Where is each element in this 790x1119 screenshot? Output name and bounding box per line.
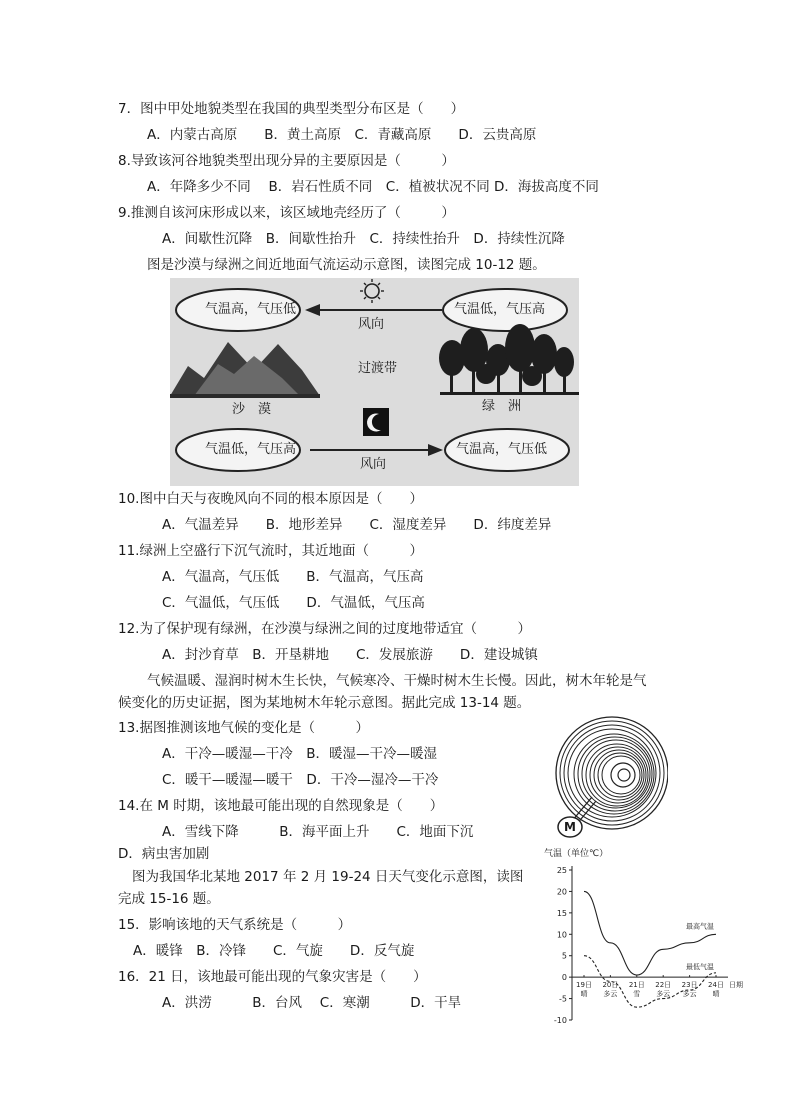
chart-title: 气温（单位℃） (544, 849, 609, 859)
weather-label: 多云 (603, 990, 618, 999)
tree-ring-figure (548, 715, 668, 843)
desert-label: 沙 漠 (232, 402, 272, 417)
y-tick-label: 10 (556, 930, 567, 940)
temperature-chart (542, 848, 748, 1030)
bottom-right-oval-label: 气温高，气压低 (456, 442, 548, 457)
q14-option-d: D．病虫害加剧 (118, 846, 210, 862)
q12-options: A．封沙育草 B．开垦耕地 C．发展旅游 D．建设城镇 (162, 647, 538, 663)
x-tick-label: 23日 (681, 981, 698, 990)
intro-13-14-line2: 候变化的历史证据，图为某地树木年轮示意图。据此完成 13-14 题。 (118, 695, 531, 711)
q13-options-1: A．干冷—暖湿—干冷 B．暖湿—干冷—暖湿 (162, 746, 437, 762)
weather-label: 多云 (656, 990, 671, 999)
y-tick-label: -5 (559, 994, 567, 1004)
x-tick-label: 19日 (576, 981, 592, 990)
wind-label-bottom: 风向 (360, 457, 387, 472)
weather-label: 晴 (712, 990, 720, 999)
q15-stem: 15．影响该地的天气系统是（ ） (118, 917, 352, 933)
top-left-oval-label: 气温高，气压低 (205, 302, 297, 317)
q11-stem: 11.绿洲上空盛行下沉气流时，其近地面（ ） (118, 543, 423, 559)
y-tick-label: 0 (561, 973, 567, 983)
y-tick-label: 20 (556, 887, 567, 897)
weather-label: 雪 (633, 990, 641, 999)
weather-label: 晴 (580, 990, 588, 999)
q10-stem: 10.图中白天与夜晚风向不同的根本原因是（ ） (118, 491, 423, 507)
q16-stem: 16．21 日，该地最可能出现的气象灾害是（ ） (118, 969, 427, 985)
q7-stem: 7．图中甲处地貌类型在我国的典型类型分布区是（ ） (118, 101, 465, 117)
x-axis-label: 日期 (729, 981, 743, 990)
y-tick-label: 15 (556, 908, 567, 918)
y-tick-label: 25 (556, 866, 567, 875)
q12-stem: 12.为了保护现有绿洲，在沙漠与绿洲之间的过度地带适宜（ ） (118, 621, 531, 637)
oasis-label: 绿 洲 (482, 399, 522, 414)
q11-options-2: C．气温低，气压低 D．气温低，气压高 (162, 595, 425, 611)
transition-label: 过渡带 (358, 361, 398, 376)
m-label: M (564, 820, 576, 834)
intro-10-12: 图是沙漠与绿洲之间近地面气流运动示意图，读图完成 10-12 题。 (147, 257, 546, 273)
q13-stem: 13.据图推测该地气候的变化是（ ） (118, 720, 369, 736)
y-tick-label: -10 (553, 1016, 567, 1025)
y-tick-label: 5 (561, 951, 567, 961)
min-temp-legend: 最低气温 (686, 962, 714, 971)
q8-stem: 8.导致该河谷地貌类型出现分异的主要原因是（ ） (118, 153, 455, 169)
max-temp-legend: 最高气温 (686, 922, 714, 931)
q10-options: A．气温差异 B．地形差异 C．湿度差异 D．纬度差异 (162, 517, 552, 533)
bottom-left-oval-label: 气温低，气压高 (205, 442, 297, 457)
q14-stem: 14.在 M 时期，该地最可能出现的自然现象是（ ） (118, 798, 444, 814)
q13-options-2: C．暖干—暖湿—暖干 D．干冷—湿冷—干冷 (162, 772, 439, 788)
intro-13-14-line1: 气候温暖、湿润时树木生长快，气候寒冷、干燥时树木生长慢。因此，树木年轮是气 (147, 673, 647, 689)
moon-icon (363, 408, 389, 436)
q7-options: A．内蒙古高原 B．黄土高原 C．青藏高原 D．云贵高原 (147, 127, 537, 143)
x-tick-label: 22日 (655, 981, 672, 990)
x-tick-label: 21日 (628, 981, 645, 990)
q14-options: A．雪线下降 B．海平面上升 C．地面下沉 (162, 824, 474, 840)
airflow-figure (170, 278, 579, 486)
q11-options-1: A．气温高，气压低 B．气温高，气压高 (162, 569, 424, 585)
q8-options: A．年降多少不同 B．岩石性质不同 C．植被状况不同 D．海拔高度不同 (147, 179, 599, 195)
x-tick-label: 24日 (708, 981, 724, 990)
weather-label: 多云 (682, 990, 697, 999)
q15-options: A．暖锋 B．冷锋 C．气旋 D．反气旋 (133, 943, 415, 959)
q9-stem: 9.推测自该河床形成以来，该区域地壳经历了（ ） (118, 205, 455, 221)
wind-label-top: 风向 (358, 317, 385, 332)
top-right-oval-label: 气温低，气压高 (454, 302, 546, 317)
temperature-chart-svg (542, 848, 748, 1030)
intro-15-16-line1: 图为我国华北某地 2017 年 2 月 19-24 日天气变化示意图，读图 (132, 869, 524, 885)
x-tick-label: 20日 (602, 981, 619, 990)
q16-options: A．洪涝 B．台风 C．寒潮 D．干旱 (162, 995, 462, 1011)
q9-options: A．间歇性沉降 B．间歇性抬升 C．持续性抬升 D．持续性沉降 (162, 231, 565, 247)
intro-15-16-line2: 完成 15-16 题。 (118, 891, 220, 907)
